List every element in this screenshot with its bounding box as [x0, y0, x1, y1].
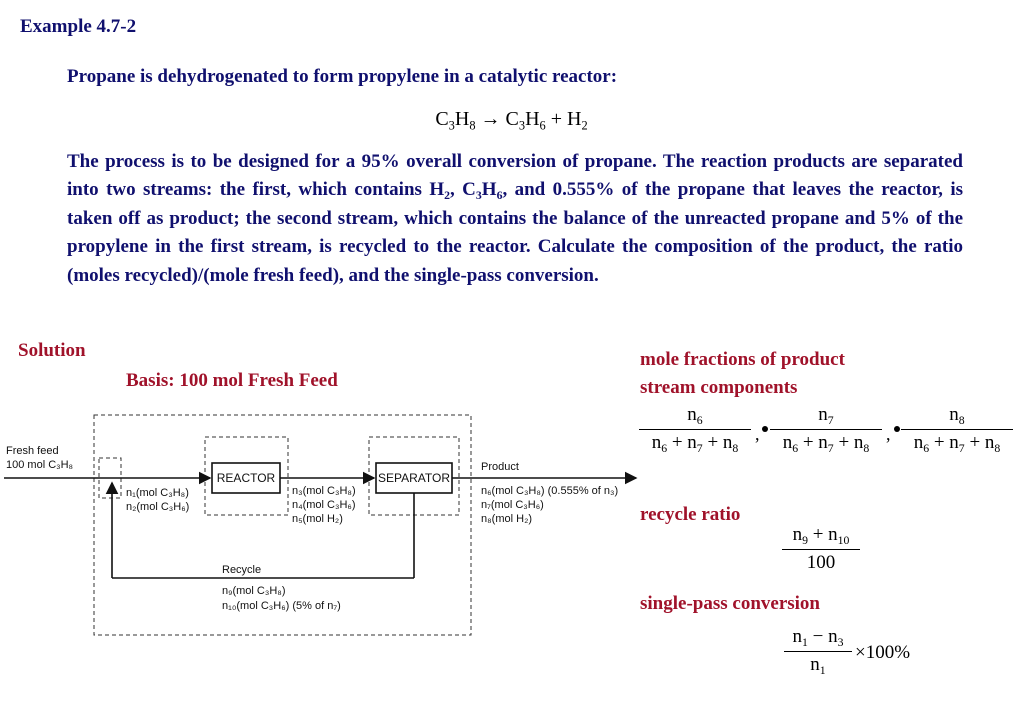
reactor-label: REACTOR: [216, 471, 276, 485]
recycle-label: Recycle: [222, 564, 262, 576]
stream-n8: n₈(mol H₂): [481, 513, 532, 525]
reaction-arrow: →: [480, 108, 501, 130]
separator-label: SEPARATOR: [377, 471, 451, 485]
solution-heading: Solution: [18, 340, 86, 361]
stream-n4: n₄(mol C₃H₆): [292, 499, 356, 511]
mole-fraction-n8: $n_8$ $n_6 + n_7 + n_8$: [901, 404, 1013, 454]
bullet-dot: [894, 426, 900, 432]
stream-n1: n₁(mol C₃H₈): [126, 487, 189, 499]
product2-formula: $H_2$: [567, 108, 588, 133]
fraction-separator: ,: [886, 424, 891, 444]
single-pass-label: single-pass conversion: [640, 593, 820, 614]
stream-n5: n₅(mol H₂): [292, 513, 343, 525]
bullet-dot: [762, 426, 768, 432]
fresh-feed-amount: 100 mol C₃H₈: [6, 459, 74, 471]
stream-n7: n₇(mol C₃H₆): [481, 499, 544, 511]
stream-n10: n₁₀(mol C₃H₆) (5% of n₇): [222, 600, 341, 612]
example-title: Example 4.7-2: [20, 16, 137, 37]
recycle-ratio-formula: $n_9 + n_{10}$ 100: [782, 524, 860, 574]
product-label: Product: [481, 461, 519, 473]
plus-sign: +: [550, 108, 563, 130]
reaction-equation: [0, 108, 1023, 131]
percent-suffix: ×100%: [855, 642, 911, 663]
product1-formula: $C_3H_6$: [505, 108, 546, 133]
recycle-ratio-label: recycle ratio: [640, 504, 741, 525]
stream-n6: n₆(mol C₃H₈) (0.555% of n₃): [481, 485, 619, 497]
mole-fraction-n6: $n_6$ $n_6 + n_7 + n_8$: [639, 404, 751, 454]
stream-n9: n₉(mol C₃H₈): [222, 585, 286, 597]
problem-statement: The process is to be designed for a 95% overall conversion of propane. The reaction products are separated into two streams: the first, which contains $H_2$, $C_3H_6$, and 0.555% of the propane that leaves the reactor, is taken off as product; the second stream, which contains the balance of the unreacted propane and 5% of the propylene in the first stream, is recycled to the reactor. Calculate the composition of the product, the ratio (moles recycled)/(mole fresh feed), and the single-pass conversion.: [67, 151, 964, 286]
stream-n3: n₃(mol C₃H₈): [292, 485, 356, 497]
intro-sentence: Propane is dehydrogenated to form propylene in a catalytic reactor:: [67, 66, 618, 87]
fraction-separator: ,: [755, 424, 760, 444]
mole-fraction-n7: $n_7$ $n_6 + n_7 + n_8$: [770, 404, 882, 454]
process-flow-diagram: [0, 408, 640, 643]
mole-fractions-label: mole fractions of product stream components: [640, 349, 845, 398]
fresh-feed-label: Fresh feed: [6, 445, 59, 457]
reactant-formula: $C_3H_8$: [435, 108, 476, 133]
stream-n2: n₂(mol C₃H₆): [126, 501, 190, 513]
basis-text: Basis: 100 mol Fresh Feed: [126, 370, 338, 391]
single-pass-formula: $n_1 - n_3$ $n_1$: [784, 626, 852, 676]
